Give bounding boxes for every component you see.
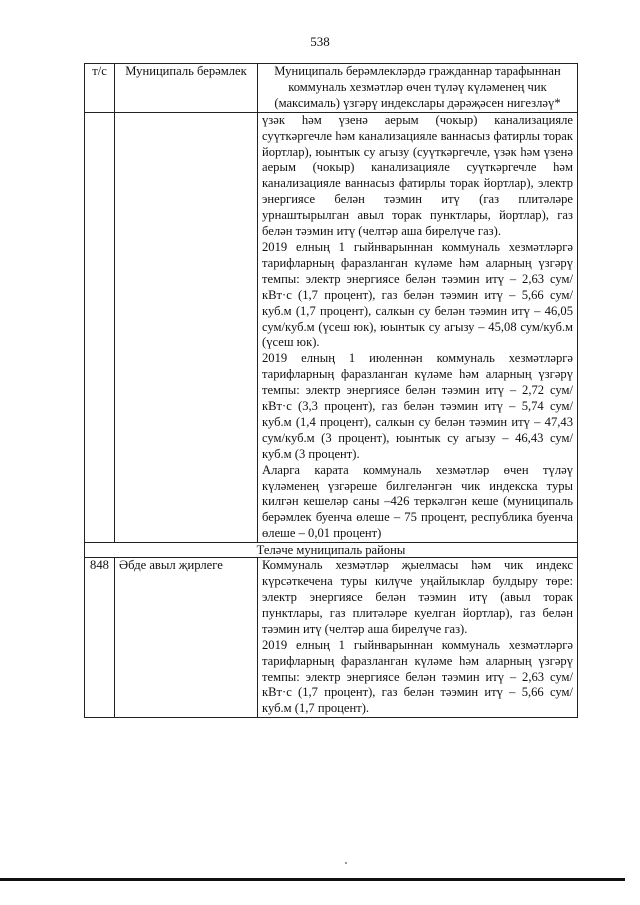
table-header-row: [85, 64, 578, 113]
paragraph: 2019 елның 1 июленнән коммуналь хезмәтләргә тарифларның фаразланган күләме һәм аларның үзгәрү темпы: электр энергиясе белән тәэмин итү – 2,72 сум/кВт·с (3,3 процент), газ белән тәэмин итү – 5,74 сум/куб.м (1,4 процент), салкын су белән тәэмин итү – 47,43 сум/куб.м (3 процент), юынтык су агызу – 46,43 сум/куб.м (3 процент).: [262, 351, 573, 461]
row-name-cell: [115, 112, 258, 542]
paragraph: Аларга карата коммуналь хезмәтләр өчен түләү күләменең үзгәреше билгеләнгән чик индекска туры килгән кешеләр саны –426 теркәлгән кеше (муниципаль берәмлек буенча өлеше – 75 процент, республика буенча өлеше – 0,01 процент): [262, 462, 573, 541]
row-number: 848: [85, 558, 115, 718]
paragraph: 2019 елның 1 гыйнварыннан коммуналь хезмәтләргә тарифларның фаразланган күләме һәм аларның үзгәрү темпы: электр энергиясе белән тәэмин итү – 2,63 сум/кВт·с (1,7 процент), газ белән тәэмин итү – 5,66 сум/куб.м (1,7 процент), салкын су белән тәэмин итү – 46,05 сум/куб.м (үсеш юк), юынтык су агызу – 45,08 сум/куб.м (үсеш юк).: [262, 239, 573, 350]
header-municipality: Муниципаль берәмлек: [115, 64, 258, 113]
paragraph: 2019 елның 1 гыйнварыннан коммуналь хезмәтләргә тарифларның фаразланган күләме һәм аларның үзгәрү темпы: электр энергиясе белән тәэмин итү – 2,63 сум/кВт·с (1,7 процент), газ белән тәэмин итү – 5,66 сум/куб.м (1,7 процент).: [262, 637, 573, 716]
row-justification-cell: [258, 558, 578, 718]
page-number: 538: [310, 34, 330, 49]
header-number: т/с: [85, 64, 115, 113]
paragraph: Коммуналь хезмәтләр җыелмасы һәм чик индекс күрсәткечена туры килүче уңайлыклар булдыру төре: электр энергиясе белән тәэмин итү (авыл торак пунктлары, газ плитәләре куелган йортлар), газ белән тәэмин итү (челтәр аша бирелүче газ).: [262, 558, 573, 636]
table-row: [85, 112, 578, 542]
section-row: [85, 543, 578, 558]
table-row: [85, 558, 578, 718]
tariff-table: [84, 63, 578, 718]
row-name: Әбде авыл җирлеге: [115, 558, 258, 718]
row-justification-cell: [258, 112, 578, 542]
row-number-cell: [85, 112, 115, 542]
bottom-rule: [0, 878, 625, 881]
paragraph: үзәк һәм үзенә аерым (чокыр) канализацияле суүткәргечле һәм канализацияле ваннасыз фатирлы торак йортлар), юынтык су агызу (суүткәргечле, үзәк һәм үзенә аерым (чокыр) канализацияле суүткәргечле һәм канализацияле ваннасыз фатирлы торак йортлар), электр энергиясе белән тәэмин итү (газ плитәләре урнаштырылган авыл торак пунктлары, йортлар), газ белән тәэмин итү (челтәр аша бирелүче газ).: [262, 112, 573, 239]
section-title: Теләче муниципаль районы: [85, 543, 578, 558]
scan-speck: [345, 862, 347, 864]
header-justification: Муниципаль берәмлекләрдә гражданнар тарафыннан коммуналь хезмәтләр өчен түләү күләменең чик (максималь) үзгәрү индекслары дәрәҗәсен нигезләү*: [258, 64, 578, 113]
